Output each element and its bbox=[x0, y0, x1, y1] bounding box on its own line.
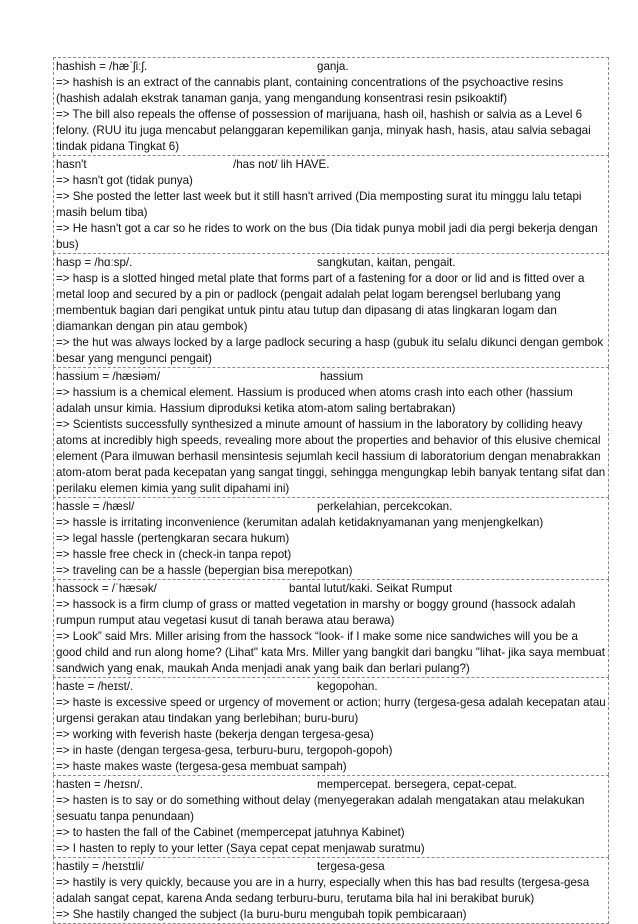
entry-meaning: bantal lutut/kaki. Seikat Rumput bbox=[289, 582, 453, 595]
entry-meaning: ganja. bbox=[317, 60, 349, 73]
dictionary-entry bbox=[53, 155, 609, 253]
entry-example: => haste is excessive speed or urgency of movement or action; hurry (tergesa-gesa adalah kecepatan atau urgensi gerakan atau tindakan yang berlebihan; buru-buru) bbox=[56, 696, 606, 725]
entry-example: => hassle is irritating inconvenience (kerumitan adalah ketidaknyamanan yang menjengkelkan) bbox=[56, 516, 544, 529]
dictionary-document bbox=[53, 57, 609, 924]
entry-example: => hasten is to say or do something without delay (menyegerakan adalah mengatakan atau melakukan sesuatu tanpa penundaan) bbox=[56, 794, 585, 823]
entry-example: => hashish is an extract of the cannabis plant, containing concentrations of the psychoactive resins (hashish adalah ekstrak tanaman ganja, yang mengandung konsentrasi resin psikoaktif) bbox=[56, 76, 564, 105]
dictionary-entry bbox=[53, 253, 609, 367]
entry-term: haste = /heɪst/. bbox=[56, 680, 134, 693]
dictionary-entry bbox=[53, 367, 609, 497]
entry-example: => hasn't got (tidak punya) bbox=[56, 174, 193, 187]
entry-header bbox=[56, 777, 606, 793]
entry-term: hassle = /hæsl/ bbox=[56, 500, 135, 513]
entry-meaning: sangkutan, kaitan, pengait. bbox=[317, 256, 456, 269]
entry-example: => The bill also repeals the offense of possession of marijuana, hash oil, hashish or salvia as a Level 6 felony. (RUU itu juga mencabut pelanggaran kepemilikan ganja, minyak hash, hasis, atau salvia sebagai tindak pidana Tingkat 6) bbox=[56, 108, 591, 153]
entry-example: => hasp is a slotted hinged metal plate that forms part of a fastening for a door or lid and is fitted over a metal loop and secured by a pin or padlock (pengait adalah pelat logam berengsel berlubang yang membentuk bagian dari pengikat untuk pintu atau tutup dan dipasang di atas lingkaran logam dan diamankan dengan pin atau gembok) bbox=[56, 272, 585, 333]
entry-example: => hastily is very quickly, because you are in a hurry, especially when this has bad results (tergesa-gesa adalah sangat cepat, karena Anda sedang terburu-buru, terutama bila hal ini berakibat buruk) bbox=[56, 876, 590, 905]
entry-example: => in haste (dengan tergesa-gesa, terburu-buru, tergopoh-gopoh) bbox=[56, 744, 393, 757]
entry-header bbox=[56, 581, 606, 597]
entry-meaning: /has not/ lih HAVE. bbox=[233, 158, 330, 171]
entry-meaning: mempercepat. bersegera, cepat-cepat. bbox=[317, 778, 517, 791]
entry-header bbox=[56, 679, 606, 695]
entry-example: => Look” said Mrs. Miller arising from the hassock “look- if I make some nice sandwiches will you be a good child and run along home? (Lihat" kata Mrs. Miller yang bangkit dari bangku "lihat- jika saya membuat sandwich yang enak, maukah Anda menjadi anak yang baik dan berlari pulang?) bbox=[56, 630, 605, 675]
entry-term: hastily = /heɪstɪli/ bbox=[56, 860, 144, 873]
entry-header bbox=[56, 499, 606, 515]
entry-example: => hassock is a firm clump of grass or matted vegetation in marshy or boggy ground (hassock adalah rumpun rumput atau vegetasi kusut di tanah berawa atau berawa) bbox=[56, 598, 576, 627]
entry-term: hasn't bbox=[56, 158, 87, 171]
entry-example: => the hut was always locked by a large padlock securing a hasp (gubuk itu selalu dikunci dengan gembok besar yang mengunci pengait) bbox=[56, 336, 604, 365]
entry-example: => haste makes waste (tergesa-gesa membuat sampah) bbox=[56, 760, 347, 773]
entry-term: hasten = /heɪsn/. bbox=[56, 778, 143, 791]
dictionary-entry bbox=[53, 579, 609, 677]
entry-header bbox=[56, 157, 606, 173]
entry-example: => Scientists successfully synthesized a minute amount of hassium in the laboratory by colliding heavy atoms at incredibly high speeds, revealing more about the properties and behavior of this elusive chemical element (Para ilmuwan berhasil mensintesis sejumlah kecil hassium di laboratorium dengan menabrakkan atom-atom berat pada kecepatan yang sangat tinggi, sehingga mengungkap lebih banyak tentang sifat dan perilaku elemen kimia yang sulit dipahami ini) bbox=[56, 418, 606, 495]
entry-term: hasp = /hɑːsp/. bbox=[56, 256, 133, 269]
entry-example: => to hasten the fall of the Cabinet (mempercepat jatuhnya Kabinet) bbox=[56, 826, 405, 839]
entry-meaning: perkelahian, percekcokan. bbox=[317, 500, 453, 513]
dictionary-entry bbox=[53, 677, 609, 775]
dictionary-entry bbox=[53, 57, 609, 155]
entry-term: hassock = /ˈhæsək/ bbox=[56, 582, 157, 595]
dictionary-entry bbox=[53, 775, 609, 857]
entry-example: => hassle free check in (check-in tanpa repot) bbox=[56, 548, 292, 561]
entry-header bbox=[56, 59, 606, 75]
entry-meaning: tergesa-gesa bbox=[317, 860, 385, 873]
entry-header bbox=[56, 369, 606, 385]
entry-term: hashish = /hæˈʃiːʃ. bbox=[56, 60, 148, 73]
entry-term: hassium = /hæsiəm/ bbox=[56, 370, 161, 383]
entry-header bbox=[56, 255, 606, 271]
dictionary-entry bbox=[53, 497, 609, 579]
entry-meaning: kegopohan. bbox=[317, 680, 378, 693]
entry-example: => I hasten to reply to your letter (Saya cepat cepat menjawab suratmu) bbox=[56, 842, 425, 855]
entry-example: => She posted the letter last week but it still hasn't arrived (Dia memposting surat itu minggu lalu tetapi masih belum tiba) bbox=[56, 190, 582, 219]
dictionary-entry bbox=[53, 857, 609, 924]
entry-example: => hassium is a chemical element. Hassium is produced when atoms crash into each other (hassium adalah unsur kimia. Hassium diproduksi ketika atom-atom saling bertabrakan) bbox=[56, 386, 573, 415]
entry-example: => traveling can be a hassle (bepergian bisa merepotkan) bbox=[56, 564, 353, 577]
entry-example: => legal hassle (pertengkaran secara hukum) bbox=[56, 532, 290, 545]
entry-header bbox=[56, 859, 606, 875]
entry-meaning: hassium bbox=[320, 370, 364, 383]
entry-example: => working with feverish haste (bekerja dengan tergesa-gesa) bbox=[56, 728, 374, 741]
entry-example: => She hastily changed the subject (Ia buru-buru mengubah topik pembicaraan) bbox=[56, 908, 467, 921]
entry-example: => He hasn't got a car so he rides to work on the bus (Dia tidak punya mobil jadi dia pergi bekerja dengan bus) bbox=[56, 222, 598, 251]
